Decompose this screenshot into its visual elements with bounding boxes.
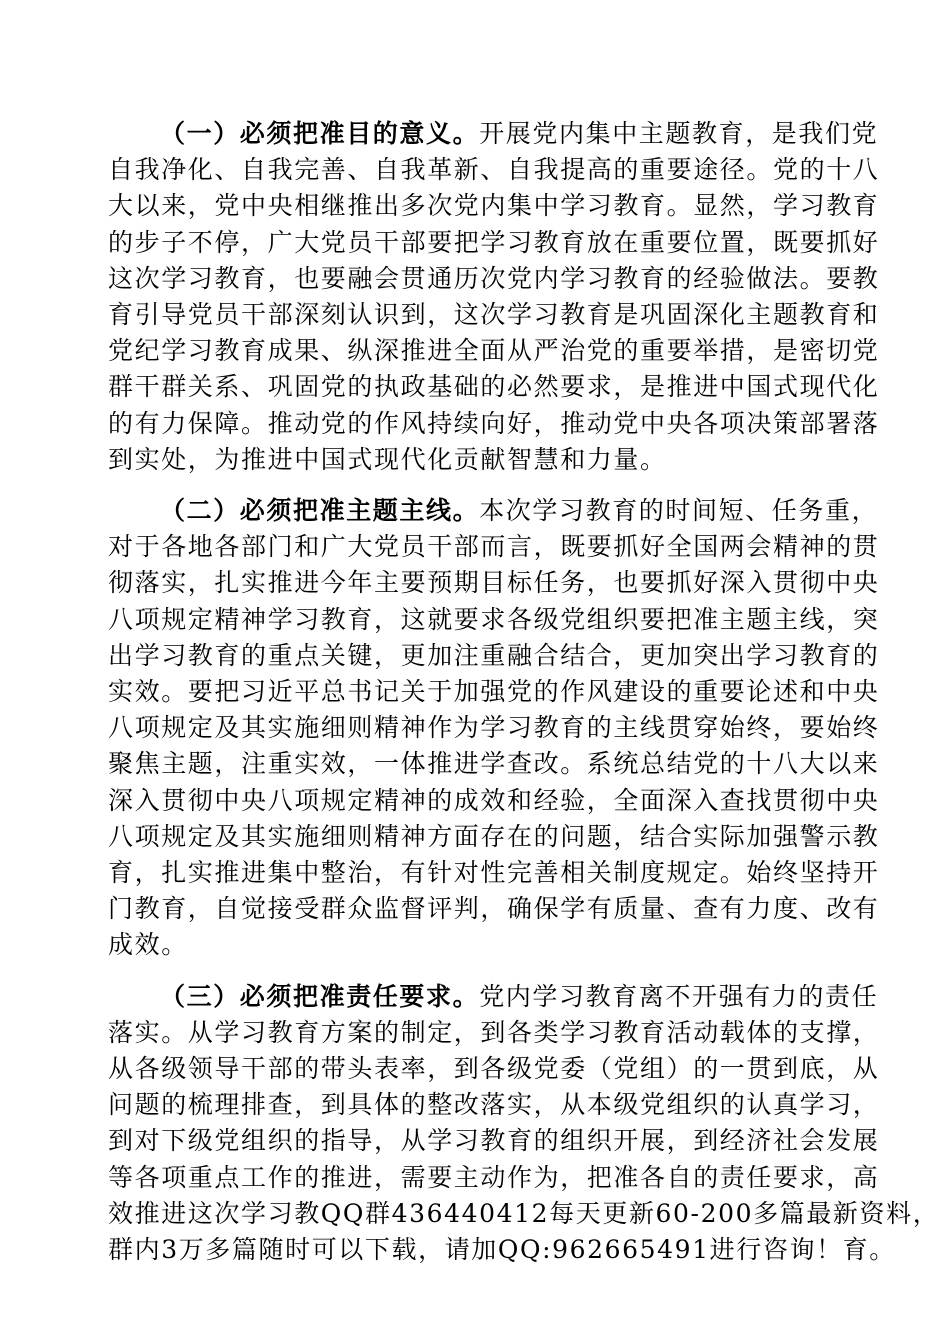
paragraph-first-line [108, 493, 879, 529]
paragraph-line: 八项规定及其实施细则精神方面存在的问题，结合实际加强警示教 [108, 821, 880, 851]
paragraph-line: 育，扎实推进集中整治，有针对性完善相关制度规定。始终坚持开 [108, 858, 880, 888]
paragraph-2 [108, 493, 880, 964]
paragraph-line: 深入贯彻中央八项规定精神的成效和经验，全面深入查找贯彻中央 [108, 785, 880, 815]
paragraph-line: 群干群关系、巩固党的执政基础的必然要求，是推进中国式现代化 [108, 372, 880, 402]
paragraph-line: 对于各地各部门和广大党员干部而言，既要抓好全国两会精神的贯 [108, 532, 880, 562]
paragraph-line: 问题的梳理排查，到具体的整改落实，从本级党组织的认真学习， [108, 1090, 880, 1120]
paragraph-line: 到实处，为推进中国式现代化贡献智慧和力量。 [108, 444, 667, 474]
paragraph-line: 的步子不停，广大党员干部要把学习教育放在重要位置，既要抓好 [108, 227, 880, 257]
paragraph-line: 八项规定精神学习教育，这就要求各级党组织要把准主题主线，突 [108, 604, 880, 634]
paragraph-line: 彻落实，扎实推进今年主要预期目标任务，也要抓好深入贯彻中央 [108, 568, 880, 598]
paragraph-text: 党内学习教育离不开强有力的责任 [479, 981, 879, 1011]
paragraph-line: 效推进这次学习教QQ群436440412每天更新60-200多篇最新资料， [108, 1198, 940, 1228]
paragraph-first-line [108, 116, 879, 152]
paragraph-line: 从各级领导干部的带头表率，到各级党委（党组）的一贯到底，从 [108, 1054, 880, 1084]
paragraph-3 [108, 979, 940, 1269]
paragraph-line: 党纪学习教育成果、纵深推进全面从严治党的重要举措，是密切党 [108, 336, 880, 366]
paragraph-line: 育引导党员干部深刻认识到，这次学习教育是巩固深化主题教育和 [108, 300, 880, 330]
paragraph-line: 出学习教育的重点关键，更加注重融合结合，更加突出学习教育的 [108, 640, 880, 670]
paragraph-text: 本次学习教育的时间短、任务重， [479, 496, 879, 526]
paragraph-first-line [108, 979, 879, 1015]
document-page [108, 116, 940, 1283]
paragraph-line: 门教育，自觉接受群众监督评判，确保学有质量、查有力度、改有 [108, 894, 880, 924]
paragraph-line: 大以来，党中央相继推出多次党内集中学习教育。显然，学习教育 [108, 191, 880, 221]
paragraph-line: 落实。从学习教育方案的制定，到各类学习教育活动载体的支撑， [108, 1017, 880, 1047]
paragraph-heading: （二）必须把准主题主线。 [160, 496, 480, 526]
paragraph-line: 的有力保障。推动党的作风持续向好，推动党中央各项决策部署落 [108, 408, 880, 438]
paragraph-line: 自我净化、自我完善、自我革新、自我提高的重要途径。党的十八 [108, 155, 880, 185]
paragraph-heading: （一）必须把准目的意义。 [160, 119, 480, 148]
paragraph-text: 开展党内集中主题教育，是我们党 [479, 119, 879, 148]
paragraph-line: 成效。 [108, 930, 188, 960]
paragraph-line: 这次学习教育，也要融会贯通历次党内学习教育的经验做法。要教 [108, 263, 880, 293]
paragraph-line: 群内3万多篇随时可以下载，请加QQ:962665491进行咨询！育。 [108, 1235, 896, 1265]
paragraph-line: 到对下级党组织的指导，从学习教育的组织开展，到经济社会发展 [108, 1126, 880, 1156]
paragraph-line: 实效。要把习近平总书记关于加强党的作风建设的重要论述和中央 [108, 677, 880, 707]
paragraph-heading: （三）必须把准责任要求。 [160, 981, 480, 1011]
paragraph-line: 等各项重点工作的推进，需要主动作为，把准各自的责任要求，高 [108, 1162, 880, 1192]
paragraph-line: 八项规定及其实施细则精神作为学习教育的主线贯穿始终，要始终 [108, 713, 880, 743]
paragraph-1 [108, 116, 880, 478]
paragraph-line: 聚焦主题，注重实效，一体推进学查改。系统总结党的十八大以来 [108, 749, 880, 779]
